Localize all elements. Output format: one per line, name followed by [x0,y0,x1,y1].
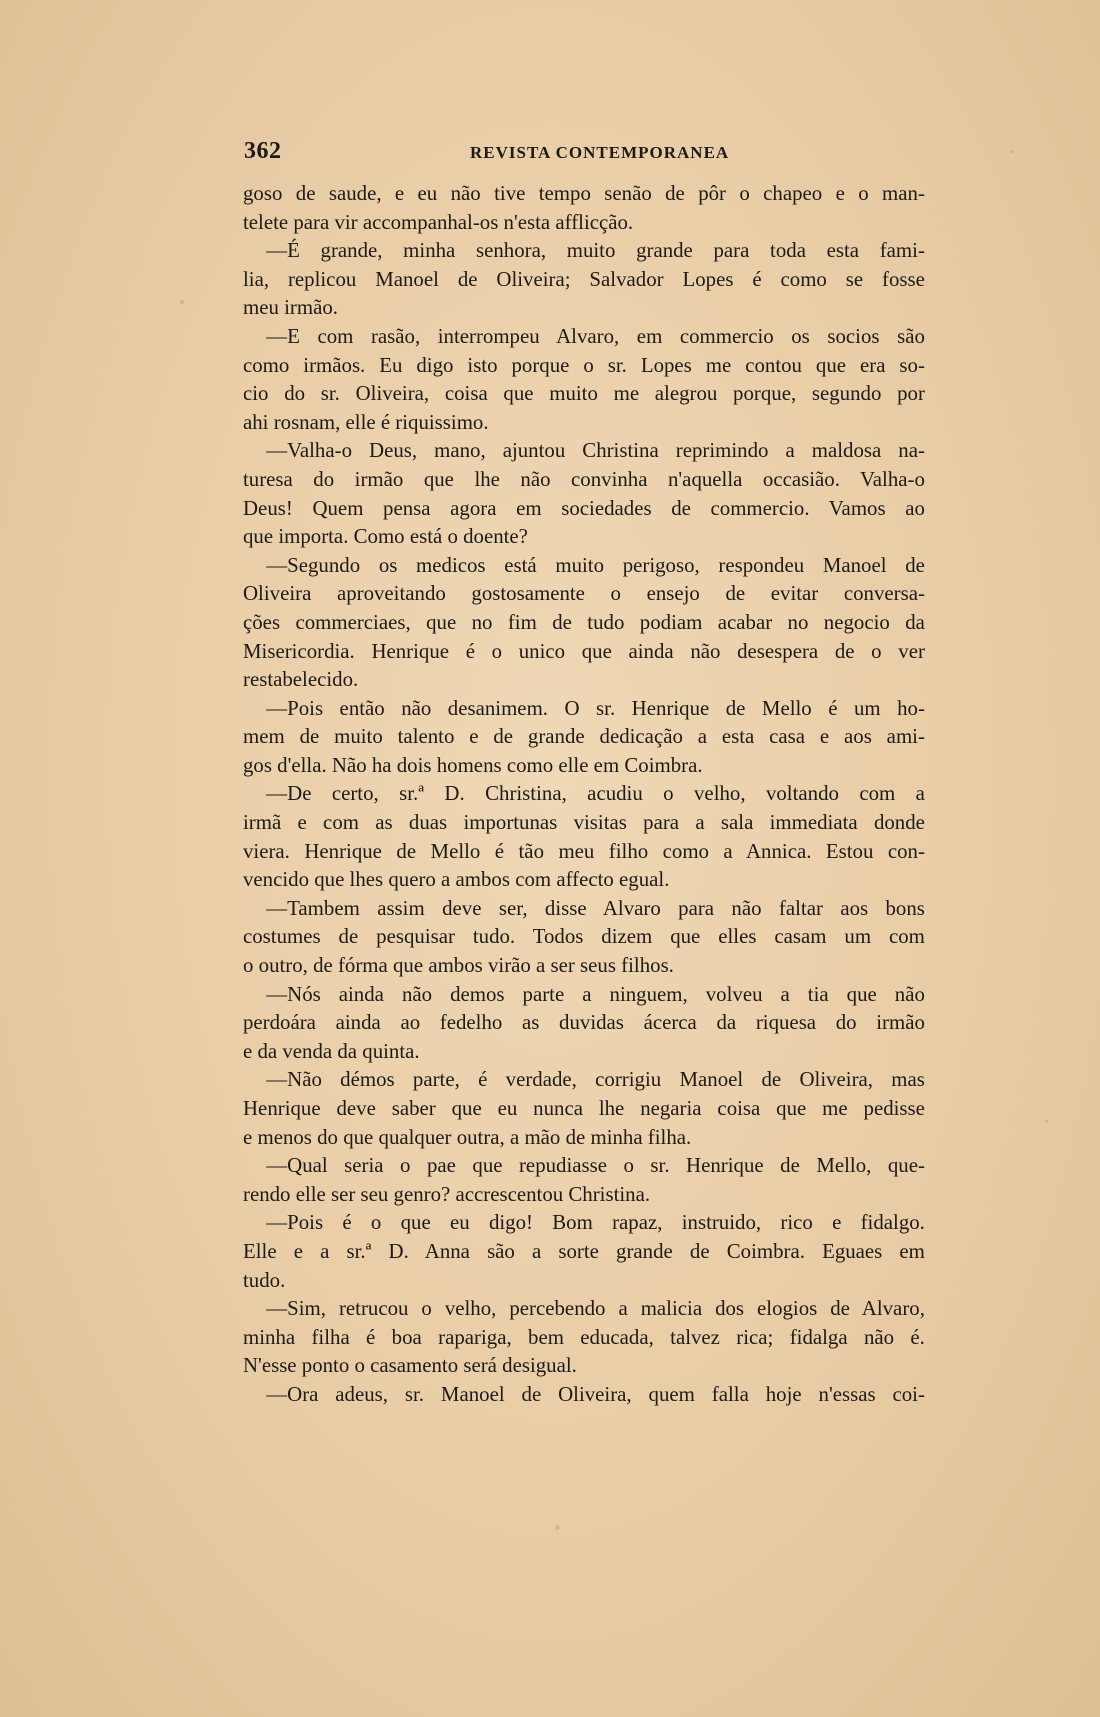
text-line: irmã e com as duas importunas visitas para a sala immediata donde [243,810,925,835]
text-line: goso de saude, e eu não tive tempo senão de pôr o chapeo e o man- [243,181,925,205]
text-line: mem de muito talento e de grande dedicação a esta casa e aos ami- [243,724,925,749]
text-line: que importa. Como está o doente? [243,524,528,549]
text-line: Elle e a sr.ª D. Anna são a sorte grande de Coimbra. Eguaes em [243,1238,925,1263]
text-line: —Não démos parte, é verdade, corrigiu Manoel de Oliveira, mas [266,1067,925,1092]
text-line: ahi rosnam, elle é riquissimo. [243,409,489,434]
text-line: e da venda da quinta. [243,1038,420,1063]
paper-speck [555,1525,560,1530]
text-line: como irmãos. Eu digo isto porque o sr. Lopes me contou que era so- [243,352,925,377]
text-line: —Sim, retrucou o velho, percebendo a malicia dos elogios de Alvaro, [266,1296,925,1321]
text-line: —Nós ainda não demos parte a ninguem, volveu a tia que não [266,981,925,1006]
text-line: —Pois é o que eu digo! Bom rapaz, instruido, rico e fidalgo. [266,1210,925,1235]
paper-speck [180,300,184,304]
text-line: meu irmão. [243,295,338,320]
text-line: gos d'ella. Não ha dois homens como elle em Coimbra. [243,752,703,777]
text-line: lia, replicou Manoel de Oliveira; Salvador Lopes é como se fosse [243,266,925,291]
text-line: —Ora adeus, sr. Manoel de Oliveira, quem falla hoje n'essas coi- [266,1381,925,1406]
text-line: cio do sr. Oliveira, coisa que muito me alegrou porque, segundo por [243,381,925,406]
text-line: —E com rasão, interrompeu Alvaro, em commercio os socios são [266,323,925,348]
text-line: —Tambem assim deve ser, disse Alvaro para não faltar aos bons [266,895,925,920]
page-header [244,138,944,168]
text-line: viera. Henrique de Mello é tão meu filho como a Annica. Estou con- [243,838,925,863]
text-line: Oliveira aproveitando gostosamente o ensejo de evitar conversa- [243,581,925,606]
text-line: —Valha-o Deus, mano, ajuntou Christina reprimindo a maldosa na- [266,438,925,463]
page-number: 362 [244,138,282,164]
text-line: ções commerciaes, que no fim de tudo podiam acabar no negocio da [243,609,925,634]
text-line: Deus! Quem pensa agora em sociedades de commercio. Vamos ao [243,495,925,520]
text-line: —Qual seria o pae que repudiasse o sr. Henrique de Mello, que- [266,1153,925,1178]
text-line: vencido que lhes quero a ambos com affecto egual. [243,867,670,892]
text-line: N'esse ponto o casamento será desigual. [243,1353,577,1378]
text-line: rendo elle ser seu genro? accrescentou Christina. [243,1181,651,1206]
text-line: telete para vir accompanhal-os n'esta afflicção. [243,209,634,234]
text-line: tudo. [243,1267,286,1292]
paper-speck [1045,1120,1048,1123]
running-title: REVISTA CONTEMPORANEA [470,143,730,162]
text-line: o outro, de fórma que ambos virão a ser seus filhos. [243,953,674,978]
text-line: —Segundo os medicos está muito perigoso, respondeu Manoel de [266,552,925,577]
text-line: —Pois então não desanimem. O sr. Henrique de Mello é um ho- [266,695,925,720]
text-line: perdoára ainda ao fedelho as duvidas ácerca da riquesa do irmão [243,1010,925,1035]
text-line: e menos do que qualquer outra, a mão de minha filha. [243,1124,692,1149]
paper-speck [1010,150,1013,153]
text-line: —É grande, minha senhora, muito grande para toda esta fami- [266,238,925,263]
text-line: turesa do irmão que lhe não convinha n'aquella occasião. Valha-o [243,466,925,491]
text-line: costumes de pesquisar tudo. Todos dizem que elles casam um com [243,924,925,949]
text-line: Henrique deve saber que eu nunca lhe negaria coisa que me pedisse [243,1096,925,1120]
text-line: —De certo, sr.ª D. Christina, acudiu o velho, voltando com a [266,781,925,806]
text-line: restabelecido. [243,667,359,692]
text-line: Misericordia. Henrique é o unico que ainda não desespera de o ver [243,638,925,663]
text-line: minha filha é boa rapariga, bem educada, talvez rica; fidalga não é. [243,1324,925,1349]
body-text [243,179,925,1409]
